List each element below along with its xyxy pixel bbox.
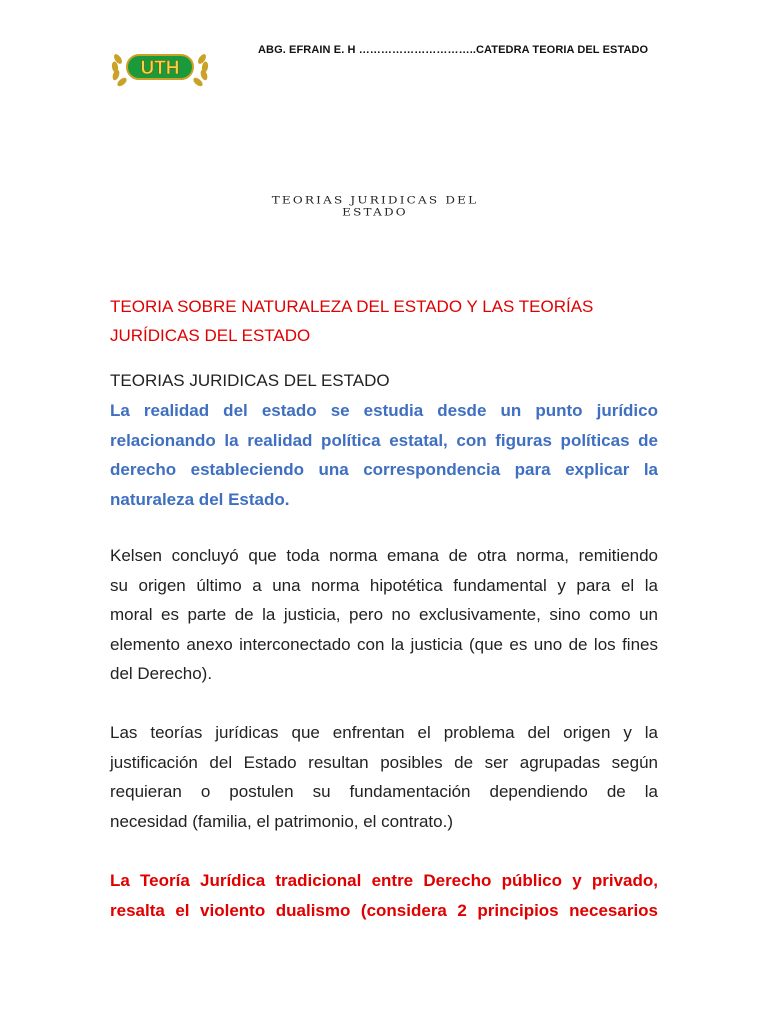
text-line: naturaleza del Estado. (110, 489, 290, 509)
text-line: elemento anexo interconectado con la justicia (que es uno de los fines (110, 634, 658, 654)
paragraph-blue (110, 396, 658, 514)
text-line: La realidad del estado se estudia desde un punto jurídico (110, 401, 658, 420)
text-line: resalta el violento dualismo (considera 2 principios necesarios (110, 900, 658, 920)
text-line: moral es parte de la justicia, pero no exclusivamente, sino como un (110, 605, 658, 624)
uth-logo (110, 45, 210, 90)
text-line: del Derecho). (110, 664, 213, 683)
text-line: Las teorías jurídicas que enfrentan el problema del origen y la (110, 723, 658, 742)
paragraph-red (110, 866, 658, 925)
text-line: La Teoría Jurídica tradicional entre Derecho público y privado, (110, 871, 658, 890)
text-line: necesidad (familia, el patrimonio, el contrato.) (110, 811, 453, 831)
title-line: ESTADO (342, 205, 408, 218)
paragraph-teorias (110, 718, 658, 836)
text-line: requieran o postulen su fundamentación dependiendo de la (110, 782, 658, 801)
heading-line: JURÍDICAS DEL ESTADO (110, 326, 311, 345)
document-header: ABG. EFRAIN E. H …………………………..CATEDRA TEORIA DEL ESTADO (258, 44, 649, 56)
text-line: derecho estableciendo una correspondencia para explicar la (110, 460, 658, 479)
text-line: justificación del Estado resultan posibles de ser agrupadas según (110, 752, 658, 772)
subheading: TEORIAS JURIDICAS DEL ESTADO (110, 371, 390, 390)
title-line: TEORIAS JURIDICAS DEL (271, 194, 479, 206)
text-line: su origen último a una norma hipotética fundamental y para el la (110, 575, 658, 595)
svg-text:UTH: UTH (140, 58, 180, 79)
section-heading (110, 292, 658, 350)
text-line: Kelsen concluyó que toda norma emana de otra norma, remitiendo (110, 546, 658, 565)
document-title (200, 194, 550, 218)
paragraph-kelsen (110, 541, 658, 689)
text-line: relacionando la realidad política estatal, con figuras políticas de (110, 430, 658, 450)
heading-line: TEORIA SOBRE NATURALEZA DEL ESTADO Y LAS TEORÍAS (110, 297, 594, 316)
